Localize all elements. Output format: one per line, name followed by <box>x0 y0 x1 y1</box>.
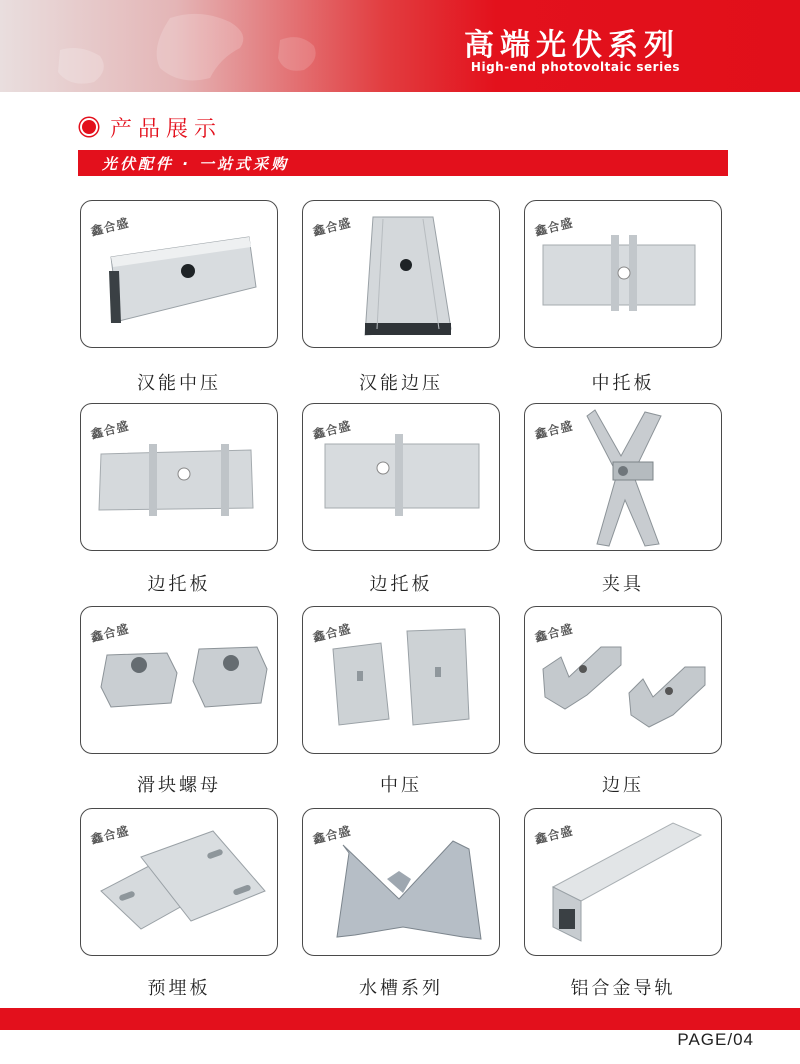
brand-watermark: 鑫合盛 <box>311 823 353 847</box>
end-clamp-icon <box>303 201 500 348</box>
product-label: 汉能边压 <box>359 373 443 394</box>
product-label: 中压 <box>380 775 422 796</box>
edge-tray-alt-icon <box>303 404 500 551</box>
product-card[interactable] <box>302 403 500 551</box>
brand-watermark: 鑫合盛 <box>311 215 353 239</box>
product-label: 汉能中压 <box>137 373 221 394</box>
product-card[interactable] <box>80 606 278 754</box>
brand-watermark: 鑫合盛 <box>89 418 131 442</box>
product-card[interactable] <box>80 808 278 956</box>
product-label: 中托板 <box>591 373 655 394</box>
brand-watermark: 鑫合盛 <box>533 621 575 645</box>
clamp-rail-icon <box>81 201 278 348</box>
mid-clamp-icon <box>303 607 500 754</box>
product-card[interactable] <box>80 403 278 551</box>
product-card[interactable] <box>524 200 722 348</box>
product-card[interactable] <box>302 808 500 956</box>
header-title: 高端光伏系列 <box>464 28 680 63</box>
brand-watermark: 鑫合盛 <box>533 823 575 847</box>
product-label: 预埋板 <box>147 978 211 999</box>
product-card[interactable] <box>524 808 722 956</box>
brand-watermark: 鑫合盛 <box>533 418 575 442</box>
brand-watermark: 鑫合盛 <box>89 823 131 847</box>
product-card[interactable] <box>80 200 278 348</box>
product-label: 铝合金导轨 <box>570 978 676 999</box>
embedded-plate-icon <box>81 809 278 956</box>
product-card[interactable] <box>302 200 500 348</box>
water-channel-icon <box>303 809 500 956</box>
section-title: 产品展示 <box>110 116 223 142</box>
product-label: 夹具 <box>602 574 644 595</box>
product-label: 水槽系列 <box>359 978 443 999</box>
banner-text: 光伏配件 · 一站式采购 <box>102 155 290 173</box>
product-label: 边托板 <box>147 574 211 595</box>
section-banner <box>78 150 728 176</box>
product-label: 边压 <box>602 775 644 796</box>
header-subtitle: High-end photovoltaic series <box>470 60 680 74</box>
world-map-decoration <box>0 0 800 92</box>
bullet-icon <box>82 120 96 134</box>
edge-tray-icon <box>81 404 278 551</box>
middle-tray-icon <box>525 201 722 348</box>
brand-watermark: 鑫合盛 <box>533 215 575 239</box>
brand-watermark: 鑫合盛 <box>89 621 131 645</box>
product-label: 边托板 <box>369 574 433 595</box>
slider-nut-icon <box>81 607 278 754</box>
brand-watermark: 鑫合盛 <box>311 418 353 442</box>
page-number: PAGE/04 <box>677 1030 754 1049</box>
footer-bar <box>0 1008 800 1030</box>
aluminum-rail-icon <box>525 809 722 956</box>
header-banner <box>0 0 800 92</box>
brand-watermark: 鑫合盛 <box>311 621 353 645</box>
product-card[interactable] <box>524 403 722 551</box>
z-clamp-icon <box>525 607 722 754</box>
product-card[interactable] <box>302 606 500 754</box>
section-heading <box>78 113 222 141</box>
fixture-icon <box>525 404 722 551</box>
product-card[interactable] <box>524 606 722 754</box>
brand-watermark: 鑫合盛 <box>89 215 131 239</box>
product-label: 滑块螺母 <box>137 775 221 796</box>
